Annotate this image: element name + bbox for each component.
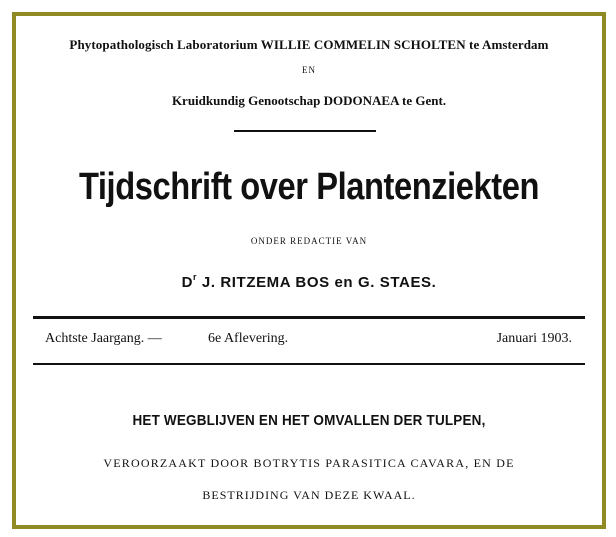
article-subheading-line-1: VEROORZAAKT DOOR BOTRYTIS PARASITICA CAVARA, EN DE xyxy=(103,456,515,470)
article-heading: HET WEGBLIJVEN EN HET OMVALLEN DER TULPEN, xyxy=(132,412,486,429)
article-subheading-line-2: BESTRIJDING VAN DEZE KWAAL. xyxy=(202,488,416,502)
publisher-line: Phytopathologisch Laboratorium WILLIE COMMELIN SCHOLTEN te Amsterdam xyxy=(69,37,549,52)
connector-text: EN xyxy=(302,65,316,75)
page-frame xyxy=(12,12,606,529)
journal-title: Tijdschrift over Plantenziekten xyxy=(78,166,540,208)
editor-prefix-superscript: r xyxy=(193,272,198,282)
editor-prefix: D xyxy=(181,274,193,291)
volume-label: Achtste Jaargang. — xyxy=(45,331,162,346)
editor-names: J. RITZEMA BOS en G. STAES. xyxy=(197,274,437,291)
editors-line xyxy=(16,273,602,291)
thin-divider xyxy=(33,363,585,365)
society-line: Kruidkundig Genootschap DODONAEA te Gent. xyxy=(171,93,447,108)
editor-intro: ONDER REDACTIE VAN xyxy=(250,236,368,246)
issue-number: 6e Aflevering. xyxy=(208,331,289,346)
issue-info xyxy=(16,331,602,351)
short-divider xyxy=(234,130,376,132)
issue-date: Januari 1903. xyxy=(496,331,572,346)
thick-divider xyxy=(33,316,585,319)
